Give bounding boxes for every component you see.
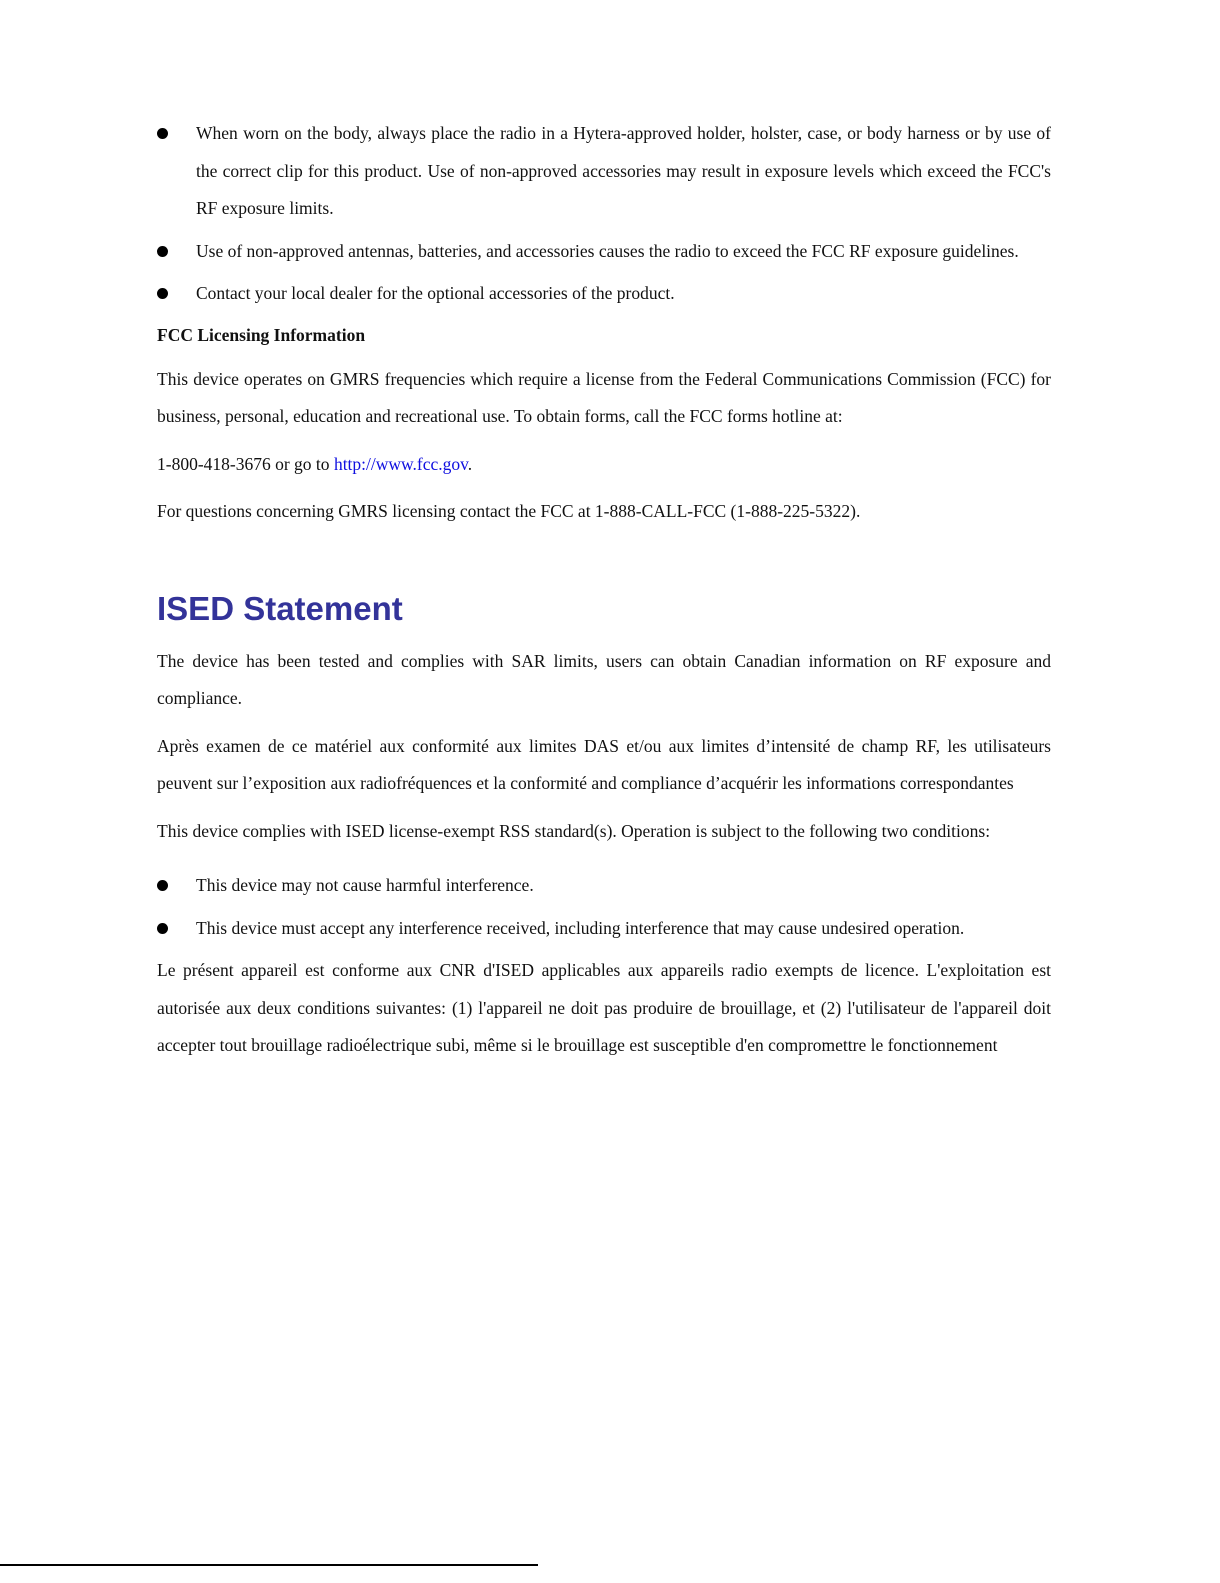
fcc-hotline-line [157,446,1051,484]
list-item [157,233,1051,271]
ised-section-title: ISED Statement [157,589,403,627]
ised-conditions-list [157,867,1051,947]
fcc-questions-paragraph: For questions concerning GMRS licensing contact the FCC at 1-888-CALL-FCC (1-888-225-5322). [157,501,861,521]
rf-exposure-bullet-list [157,115,1051,313]
bullet-icon [157,923,168,934]
fcc-website-link[interactable]: http://www.fcc.gov [333,453,468,474]
bullet-icon [157,288,168,299]
bullet-icon [157,246,168,257]
bullet-icon [157,128,168,139]
ised-rss-intro-paragraph: This device complies with ISED license-exempt RSS standard(s). Operation is subject to the following two conditions: [157,820,991,841]
fcc-licensing-heading: FCC Licensing Information [157,324,366,345]
ised-sar-english-paragraph: The device has been tested and complies with SAR limits, users can obtain Canadian information on RF exposure and compliance. [157,650,1051,708]
list-item [157,910,1051,948]
list-item [157,275,1051,313]
hotline-text: 1-800-418-3676 or go to [157,453,334,474]
page-content [157,115,1051,1075]
list-item [157,867,1051,905]
bullet-text: When worn on the body, always place the radio in a Hytera-approved holder, holster, case, or body harness or by use of the correct clip for this product. Use of non-approved accessories may result in exposure levels which exceed the FCC's RF exposure limits. [196,123,1051,218]
bullet-icon [157,880,168,891]
ised-rss-french-paragraph: Le présent appareil est conforme aux CNR d'ISED applicables aux appareils radio exempts de licence. L'exploitation est autorisée aux deux conditions suivantes: (1) l'appareil ne doit pas produire de brouillage, et (2) l'utilisateur de l'appareil doit accepter tout brouillage radioélectrique subi, même si le brouillage est susceptible d'en compromettre le fonctionnement [157,960,1051,1055]
ised-sar-french-paragraph: Après examen de ce matériel aux conformité aux limites DAS et/ou aux limites d’intensité de champ RF, les utilisateurs peuvent sur l’exposition aux radiofréquences et la conformité and compliance d’acquérir les informations correspondantes [157,735,1051,793]
bullet-text: Contact your local dealer for the optional accessories of the product. [196,283,675,303]
bullet-text: This device may not cause harmful interference. [196,875,534,895]
bullet-text: This device must accept any interference received, including interference that may cause undesired operation. [196,917,965,938]
list-item [157,115,1051,228]
spacer [157,860,1051,867]
hotline-suffix: . [467,453,473,474]
footer-divider [0,1564,538,1566]
fcc-licensing-paragraph: This device operates on GMRS frequencies which require a license from the Federal Communications Commission (FCC) for business, personal, education and recreational use. To obtain forms, call the FCC forms hotline at: [157,368,1051,426]
bullet-text: Use of non-approved antennas, batteries, and accessories causes the radio to exceed the FCC RF exposure guidelines. [196,240,1019,261]
